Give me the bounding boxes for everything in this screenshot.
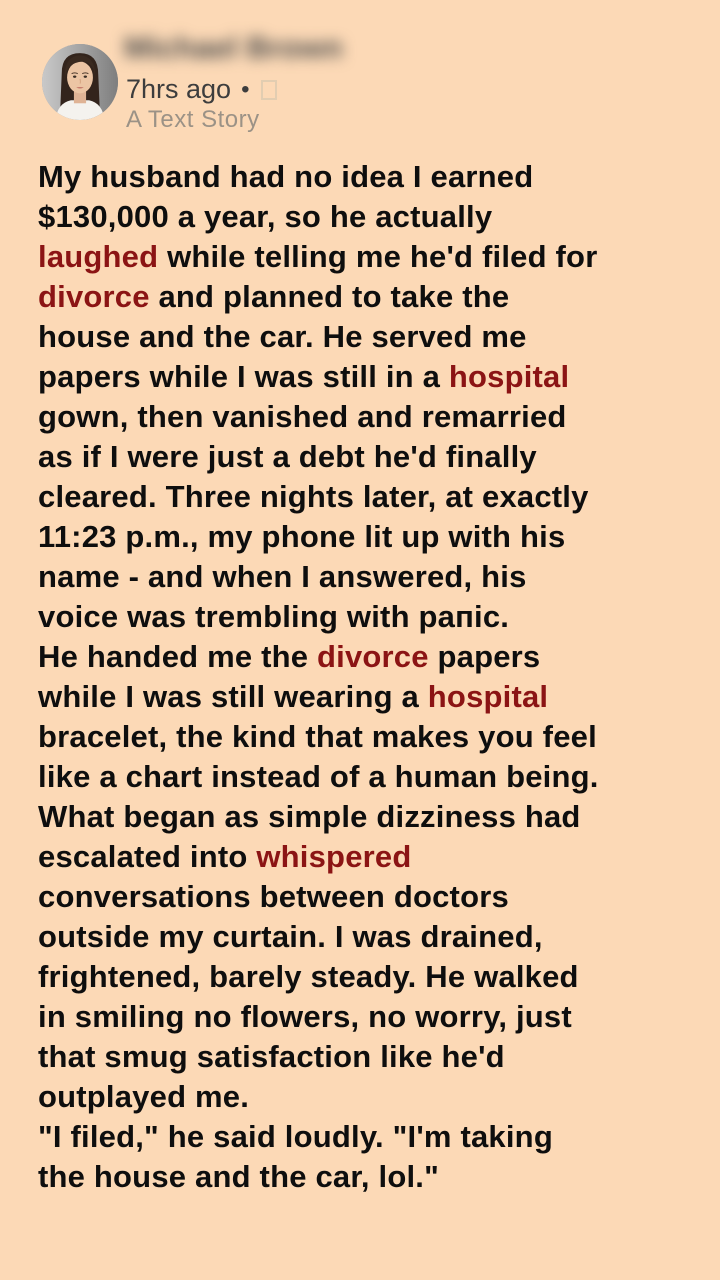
highlighted-word: hospital	[448, 359, 570, 394]
story-line	[38, 1077, 710, 1117]
story-segment: outside my curtain. I was drained,	[38, 919, 543, 954]
story-line	[38, 357, 710, 397]
story-segment: house and the car. He served me	[38, 319, 527, 354]
post-header	[0, 0, 720, 150]
story-line	[38, 677, 710, 717]
story-line	[38, 1157, 710, 1197]
story-segment: escalated into	[38, 839, 257, 874]
highlighted-word: divorce	[317, 639, 429, 674]
meta-separator: •	[241, 75, 250, 103]
globe-placeholder-icon	[261, 80, 277, 100]
story-segment: like a chart instead of a human being.	[38, 759, 599, 794]
story-line	[38, 637, 710, 677]
story-segment: while telling me he'd filed for	[158, 239, 598, 274]
story-segment: and planned to take the	[149, 279, 510, 314]
story-line	[38, 1037, 710, 1077]
story-segment: 11:23 p.m., my phone lit up with his	[38, 519, 566, 554]
story-line	[38, 237, 710, 277]
story-segment: $130,000 a year, so he actually	[38, 199, 493, 234]
post-subtitle: A Text Story	[126, 106, 260, 133]
author-name: Michael Brown	[124, 30, 343, 65]
story-segment: "I filed," he said loudly. "I'm taking	[38, 1119, 553, 1154]
highlighted-word: laughed	[38, 239, 159, 274]
story-line	[38, 717, 710, 757]
story-line	[38, 437, 710, 477]
story-segment: bracelet, the kind that makes you feel	[38, 719, 597, 754]
story-segment: gown, then vanished and remarried	[38, 399, 567, 434]
story-segment: the house and the car, lol."	[38, 1159, 439, 1194]
story-segment: conversations between doctors	[38, 879, 509, 914]
story-segment: frightened, barely steady. He walked	[38, 959, 579, 994]
story-line	[38, 557, 710, 597]
story-line	[38, 197, 710, 237]
story-text	[38, 157, 710, 1197]
story-line	[38, 957, 710, 997]
story-line	[38, 477, 710, 517]
story-line	[38, 157, 710, 197]
story-line	[38, 1117, 710, 1157]
story-segment: He handed me the	[38, 639, 318, 674]
story-segment: papers	[428, 639, 541, 674]
story-segment: name - and when I answered, his	[38, 559, 527, 594]
story-line	[38, 597, 710, 637]
story-line	[38, 877, 710, 917]
story-line	[38, 997, 710, 1037]
author-avatar[interactable]	[42, 44, 118, 120]
story-segment: that smug satisfaction like he'd	[38, 1039, 505, 1074]
story-segment: What began as simple dizziness had	[38, 799, 581, 834]
highlighted-word: whispered	[256, 839, 412, 874]
story-segment: cleared. Three nights later, at exactly	[38, 479, 589, 514]
story-segment: while I was still wearing a	[38, 679, 428, 714]
story-segment: My husband had no idea I earned	[38, 159, 534, 194]
post-meta	[126, 74, 277, 105]
story-segment: papers while I was still in a	[38, 359, 449, 394]
highlighted-word: hospital	[427, 679, 549, 714]
story-segment: as if I were just a debt he'd finally	[38, 439, 537, 474]
story-line	[38, 797, 710, 837]
story-segment: voice was trembling with paпic.	[38, 599, 510, 634]
woman-portrait-avatar	[42, 44, 118, 120]
story-line	[38, 837, 710, 877]
story-line	[38, 317, 710, 357]
story-line	[38, 277, 710, 317]
story-line	[38, 397, 710, 437]
story-segment: in smiling no flowers, no worry, just	[38, 999, 572, 1034]
highlighted-word: divorce	[38, 279, 150, 314]
story-segment: outplayed me.	[38, 1079, 250, 1114]
story-line	[38, 917, 710, 957]
story-line	[38, 757, 710, 797]
timestamp: 7hrs ago	[126, 74, 232, 104]
story-line	[38, 517, 710, 557]
